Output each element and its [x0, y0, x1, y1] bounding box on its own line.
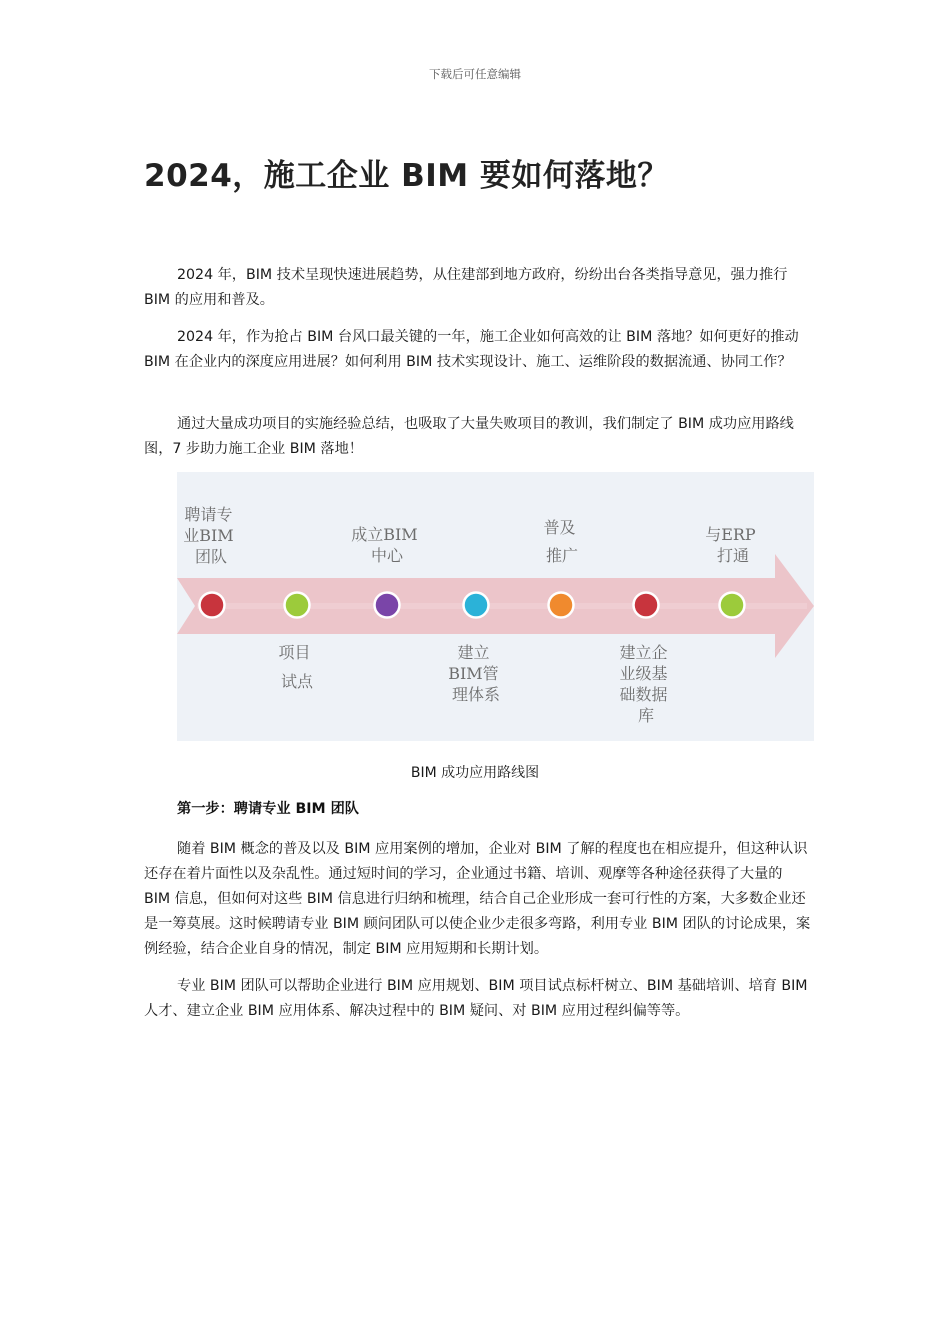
roadmap-bottom-label-1: 项目 试点 — [278, 643, 314, 691]
roadmap-figure — [177, 472, 814, 741]
roadmap-top-label-1: 聘请专 业BIM 团队 — [183, 505, 234, 566]
roadmap-bottom-label-2: 建立 BIM管 理体系 — [448, 643, 501, 704]
roadmap-dot-5 — [549, 593, 574, 618]
roadmap-top-label-3: 普及 推广 — [543, 518, 579, 565]
roadmap-dot-1 — [200, 593, 225, 618]
roadmap-dot-6 — [634, 593, 659, 618]
roadmap-dot-3 — [375, 593, 400, 618]
roadmap-top-label-4: 与ERP 打通 — [705, 525, 756, 565]
roadmap-top-label-2: 成立BIM 中心 — [351, 525, 418, 565]
intro-paragraph-2: 2024 年，作为抢占 BIM 台风口最关键的一年，施工企业如何高效的让 BIM 落地？如何更好的推动 BIM 在企业内的深度应用进展？如何利用 BIM 技术实现设计、施工、运维阶段的数据流通、协同工作？ — [144, 329, 799, 370]
header-note: 下载后可任意编辑 — [429, 67, 521, 81]
section-heading: 第一步：聘请专业 BIM 团队 — [177, 801, 359, 817]
page-title: 2024，施工企业 BIM 要如何落地？ — [144, 158, 669, 194]
roadmap-dot-4 — [464, 593, 489, 618]
section-paragraph-2: 专业 BIM 团队可以帮助企业进行 BIM 应用规划、BIM 项目试点标杆树立、BIM 基础培训、培育 BIM 人才、建立企业 BIM 应用体系、解决过程中的 BIM 疑问、对 BIM 应用过程纠偏等等。 — [144, 978, 808, 1019]
intro-paragraph-3: 通过大量成功项目的实施经验总结，也吸取了大量失败项目的教训，我们制定了 BIM 成功应用路线图，7 步助力施工企业 BIM 落地！ — [144, 416, 794, 457]
roadmap-bottom-label-3: 建立企 业级基 础数据 库 — [619, 643, 668, 725]
section-paragraph-1: 随着 BIM 概念的普及以及 BIM 应用案例的增加，企业对 BIM 了解的程度也在相应提升，但这种认识还存在着片面性以及杂乱性。通过短时间的学习，企业通过书籍、培训、观摩等各种途径获得了大量的 BIM 信息，但如何对这些 BIM 信息进行归纳和梳理，结合自己企业形成一套可行性的方案，大多数企业还是一筹莫展。这时候聘请专业 BIM 顾问团队可以使企业少走很多弯路，利用专业 BIM 团队的讨论成果，案例经验，结合企业自身的情况，制定 BIM 应用短期和长期计划。 — [144, 841, 811, 957]
roadmap-diagram — [177, 472, 814, 741]
figure-caption: BIM 成功应用路线图 — [410, 765, 540, 781]
intro-paragraph-1: 2024 年，BIM 技术呈现快速进展趋势，从住建部到地方政府，纷纷出台各类指导意见，强力推行 BIM 的应用和普及。 — [144, 267, 788, 308]
roadmap-dot-7 — [720, 593, 745, 618]
roadmap-dot-2 — [285, 593, 310, 618]
